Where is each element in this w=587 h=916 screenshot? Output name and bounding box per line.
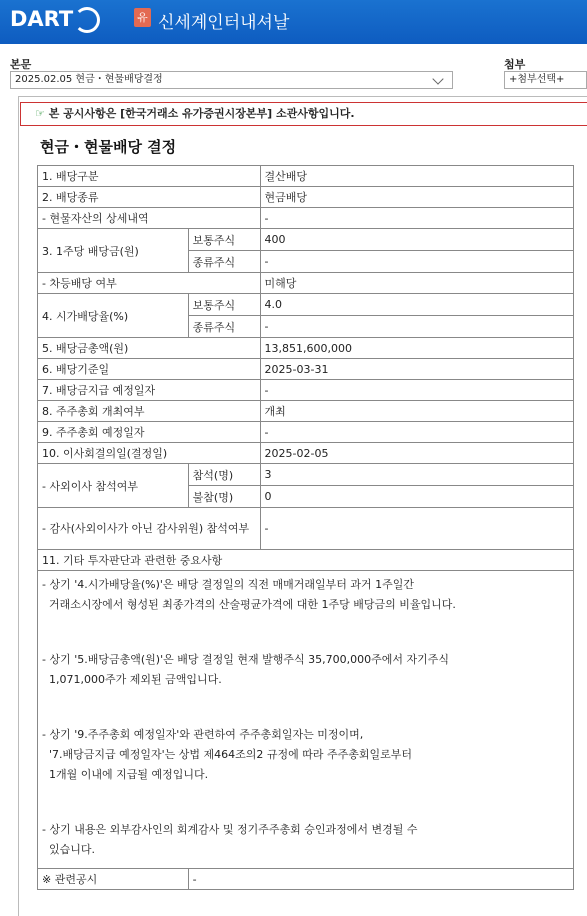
row-label: - 현물자산의 상세내역 xyxy=(38,208,261,229)
sub-label: 종류주식 xyxy=(188,251,260,273)
table-row xyxy=(38,869,574,890)
row-label: 1. 배당구분 xyxy=(38,166,261,187)
table-row xyxy=(38,422,574,443)
row-value: - xyxy=(260,380,573,401)
attachment-select-value: +첨부선택+ xyxy=(509,74,565,85)
sub-label: 보통주식 xyxy=(188,229,260,251)
disclosure-table xyxy=(37,165,574,890)
table-row xyxy=(38,443,574,464)
row-label: - 차등배당 여부 xyxy=(38,273,261,294)
attachment-select[interactable] xyxy=(504,71,587,89)
table-row xyxy=(38,550,574,571)
row-value: 결산배당 xyxy=(260,166,573,187)
row-value: - xyxy=(260,316,573,338)
row-value: 400 xyxy=(260,229,573,251)
table-row xyxy=(38,380,574,401)
dart-logo[interactable]: DART xyxy=(10,7,74,31)
row-value: 4.0 xyxy=(260,294,573,316)
note-paragraph: - 상기 내용은 외부감사인의 회계감사 및 정기주주총회 승인과정에서 변경될 수 있습니다. xyxy=(42,823,418,856)
sub-label: 불참(명) xyxy=(188,486,260,508)
row-label: 11. 기타 투자판단과 관련한 중요사항 xyxy=(38,550,574,571)
table-row xyxy=(38,359,574,380)
row-value: - xyxy=(260,251,573,273)
row-value: 3 xyxy=(260,464,573,486)
row-label: 10. 이사회결의일(결정일) xyxy=(38,443,261,464)
company-name: 신세계인터내셔날 xyxy=(158,13,290,33)
document-select-value: 2025.02.05 현금・현물배당결정 xyxy=(15,74,163,85)
pointing-hand-icon: ☞ xyxy=(35,107,45,120)
table-row xyxy=(38,273,574,294)
row-label: ※ 관련공시 xyxy=(38,869,189,890)
row-label: 9. 주주총회 예정일자 xyxy=(38,422,261,443)
note-paragraph: - 상기 '5.배당금총액(원)'은 배당 결정일 현재 발행주식 35,700,000주에서 자기주식 1,071,000주가 제외된 금액입니다. xyxy=(42,653,449,686)
table-row xyxy=(38,571,574,869)
row-label: 6. 배당기준일 xyxy=(38,359,261,380)
sub-label: 보통주식 xyxy=(188,294,260,316)
row-value: 미해당 xyxy=(260,273,573,294)
row-value: 0 xyxy=(260,486,573,508)
table-row xyxy=(38,208,574,229)
notice-text: 본 공시사항은 [한국거래소 유가증권시장본부] 소관사항입니다. xyxy=(48,107,355,120)
market-badge-icon: 유 xyxy=(134,8,151,27)
attach-label: 첨부 xyxy=(504,58,526,71)
chevron-down-icon xyxy=(432,73,443,84)
document-title: 현금・현물배당 결정 xyxy=(40,138,177,156)
table-row xyxy=(38,187,574,208)
table-row xyxy=(38,338,574,359)
row-label: - 사외이사 참석여부 xyxy=(38,464,189,508)
document-select[interactable] xyxy=(10,71,453,89)
table-row xyxy=(38,294,574,316)
row-value: 2025-03-31 xyxy=(260,359,573,380)
table-row xyxy=(38,401,574,422)
table-row xyxy=(38,508,574,550)
row-value: 현금배당 xyxy=(260,187,573,208)
top-header xyxy=(0,0,587,44)
sub-label: 참석(명) xyxy=(188,464,260,486)
notes-cell xyxy=(38,571,574,869)
dart-logo-icon xyxy=(74,7,100,33)
body-label: 본문 xyxy=(10,58,32,71)
row-value: 개최 xyxy=(260,401,573,422)
row-value: - xyxy=(188,869,573,890)
row-value: - xyxy=(260,208,573,229)
row-label: - 감사(사외이사가 아닌 감사위원) 참석여부 xyxy=(38,508,261,550)
sub-label: 종류주식 xyxy=(188,316,260,338)
jurisdiction-notice xyxy=(20,102,587,126)
table-row xyxy=(38,166,574,187)
row-label: 7. 배당금지급 예정일자 xyxy=(38,380,261,401)
row-label: 8. 주주총회 개최여부 xyxy=(38,401,261,422)
row-label: 4. 시가배당율(%) xyxy=(38,294,189,338)
row-label: 3. 1주당 배당금(원) xyxy=(38,229,189,273)
note-paragraph: - 상기 '4.시가배당율(%)'은 배당 결정일의 직전 매매거래일부터 과거 1주일간 거래소시장에서 형성된 최종가격의 산술평균가격에 대한 1주당 배당금의 비율입니다. xyxy=(42,578,456,611)
row-value: 2025-02-05 xyxy=(260,443,573,464)
row-value: - xyxy=(260,508,573,550)
note-paragraph: - 상기 '9.주주총회 예정일자'와 관련하여 주주총회일자는 미정이며, '7.배당금지급 예정일자'는 상법 제464조의2 규정에 따라 주주총회일로부터 1개월 이내에 지급될 예정입니다. xyxy=(42,728,413,781)
row-value: - xyxy=(260,422,573,443)
table-row xyxy=(38,464,574,486)
row-value: 13,851,600,000 xyxy=(260,338,573,359)
row-label: 5. 배당금총액(원) xyxy=(38,338,261,359)
row-label: 2. 배당종류 xyxy=(38,187,261,208)
table-row xyxy=(38,229,574,251)
